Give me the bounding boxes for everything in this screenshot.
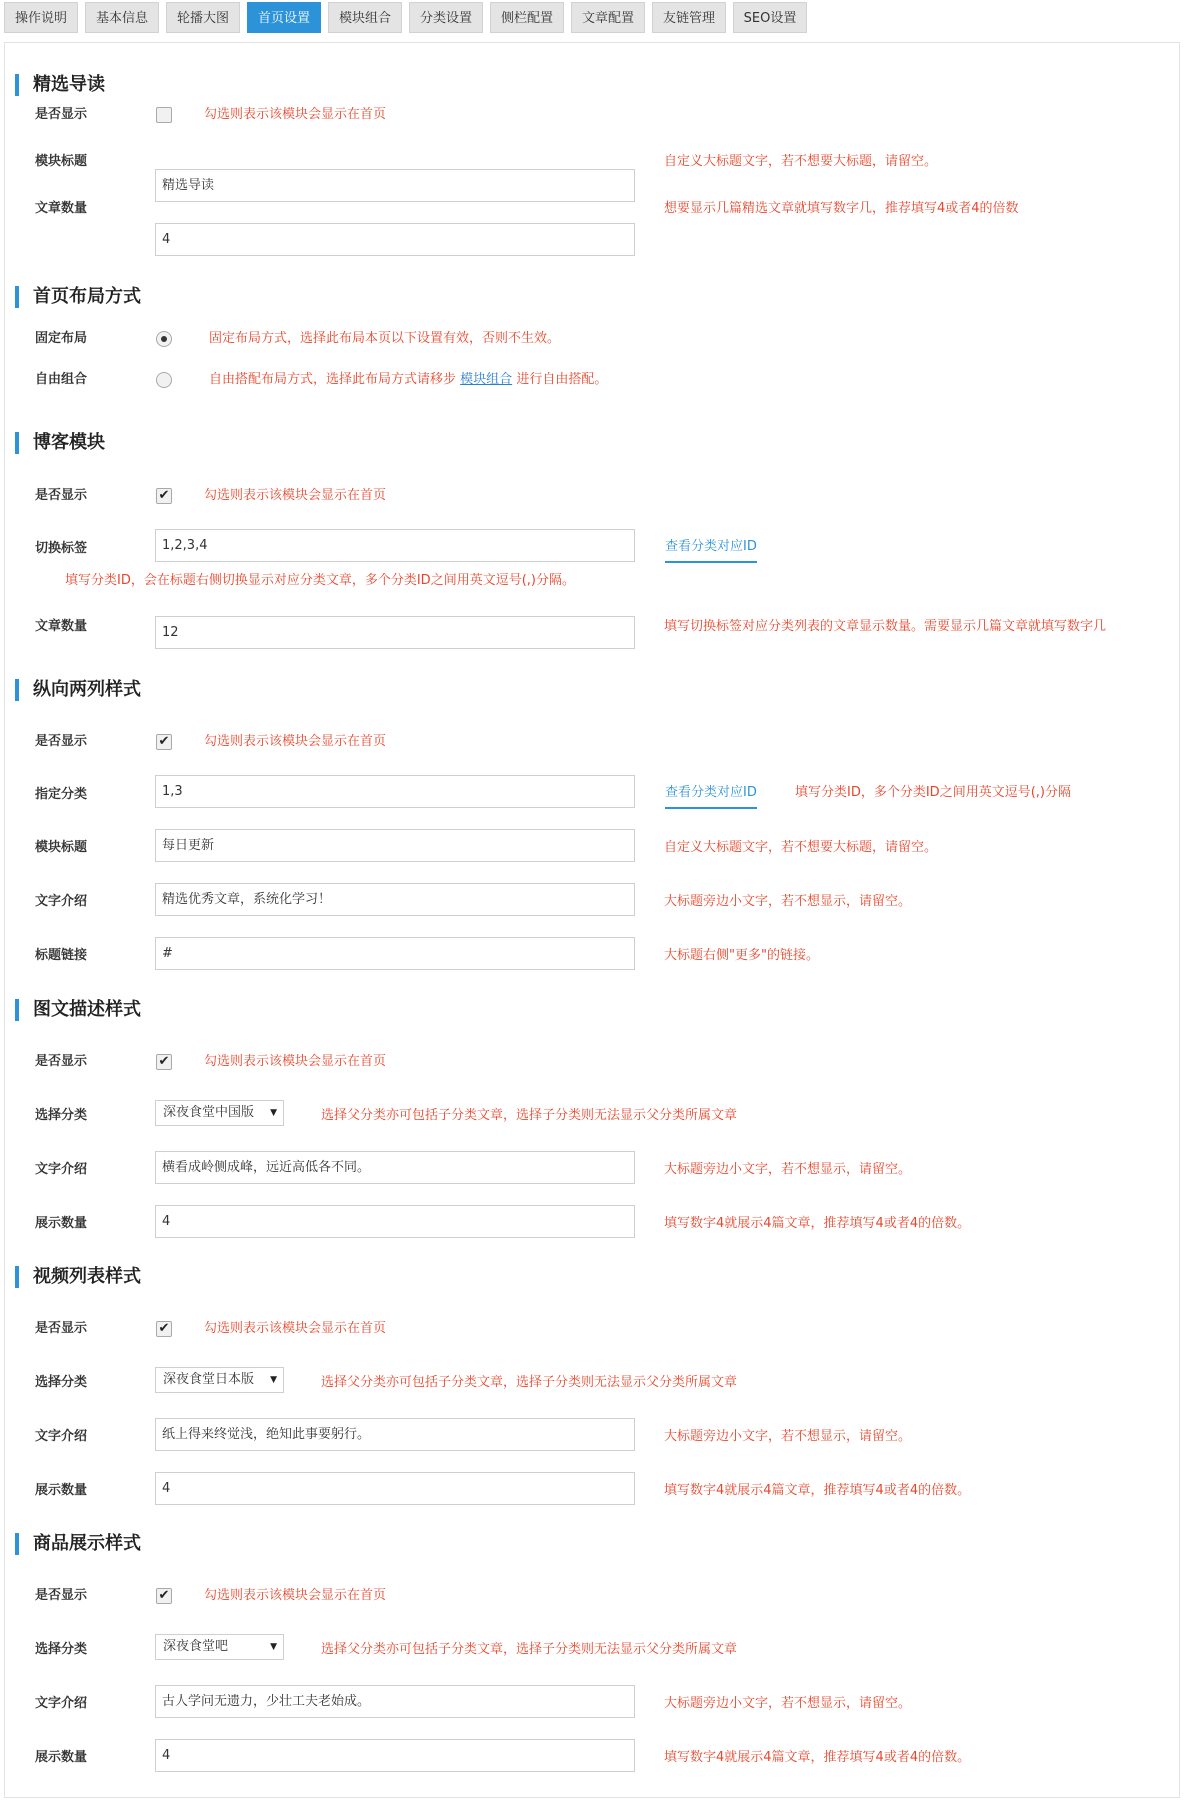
goods-show-checkbox[interactable]: ✔	[156, 1588, 172, 1604]
blog-article-count-input[interactable]: 12	[155, 616, 635, 649]
image-text-category-hint: 选择父分类亦可包括子分类文章，选择子分类则无法显示父分类所属文章	[321, 1108, 738, 1123]
goods-category-hint: 选择父分类亦可包括子分类文章，选择子分类则无法显示父分类所属文章	[321, 1642, 738, 1657]
two-column-category-label: 指定分类	[35, 787, 88, 802]
blog-article-count-hint: 填写切换标签对应分类列表的文章显示数量。需要显示几篇文章就填写数字几	[664, 619, 1107, 634]
section-title-two-column: 纵向两列样式	[15, 679, 141, 701]
two-column-module-title-label: 模块标题	[35, 840, 88, 855]
two-column-category-input[interactable]: 1,3	[155, 775, 635, 808]
goods-intro-label: 文字介绍	[35, 1696, 88, 1711]
image-text-category-select[interactable]	[155, 1100, 284, 1126]
image-text-category-value: 深夜食堂中国版	[163, 1105, 255, 1120]
goods-show-hint: 勾选则表示该模块会显示在首页	[204, 1588, 387, 1603]
video-show-hint: 勾选则表示该模块会显示在首页	[204, 1321, 387, 1336]
tab-article-config[interactable]: 文章配置	[571, 2, 645, 33]
blog-show-label: 是否显示	[35, 488, 88, 503]
goods-count-input[interactable]: 4	[155, 1739, 635, 1772]
video-category-value: 深夜食堂日本版	[163, 1372, 255, 1387]
goods-intro-hint: 大标题旁边小文字，若不想显示，请留空。	[664, 1696, 912, 1711]
section-title-video: 视频列表样式	[15, 1266, 141, 1288]
layout-fixed-label: 固定布局	[35, 331, 88, 346]
video-count-label: 展示数量	[35, 1483, 88, 1498]
goods-intro-input[interactable]: 古人学问无遗力，少壮工夫老始成。	[155, 1685, 635, 1718]
blog-article-count-label: 文章数量	[35, 619, 88, 634]
image-text-show-label: 是否显示	[35, 1054, 88, 1069]
layout-fixed-hint: 固定布局方式，选择此布局本页以下设置有效，否则不生效。	[209, 331, 561, 346]
goods-count-label: 展示数量	[35, 1750, 88, 1765]
featured-show-label: 是否显示	[35, 107, 88, 122]
section-title-image-text: 图文描述样式	[15, 999, 141, 1021]
layout-free-hint-suffix: 进行自由搭配。	[516, 372, 608, 387]
settings-panel	[4, 42, 1180, 1798]
dropdown-arrow-icon: ▼	[270, 1375, 277, 1385]
section-title-featured: 精选导读	[15, 74, 105, 96]
image-text-intro-label: 文字介绍	[35, 1162, 88, 1177]
two-column-module-title-hint: 自定义大标题文字，若不想要大标题，请留空。	[664, 840, 938, 855]
video-count-input[interactable]: 4	[155, 1472, 635, 1505]
featured-article-count-hint: 想要显示几篇精选文章就填写数字几，推荐填写4或者4的倍数	[664, 201, 1019, 216]
video-count-hint: 填写数字4就展示4篇文章，推荐填写4或者4的倍数。	[664, 1483, 971, 1498]
two-column-view-category-id-link[interactable]: 查看分类对应ID	[665, 783, 757, 809]
dropdown-arrow-icon: ▼	[270, 1108, 277, 1118]
image-text-intro-hint: 大标题旁边小文字，若不想显示，请留空。	[664, 1162, 912, 1177]
image-text-intro-input[interactable]: 横看成岭侧成峰，远近高低各不同。	[155, 1151, 635, 1184]
featured-show-hint: 勾选则表示该模块会显示在首页	[204, 107, 387, 122]
two-column-intro-label: 文字介绍	[35, 894, 88, 909]
two-column-link-input[interactable]: #	[155, 937, 635, 970]
blog-show-hint: 勾选则表示该模块会显示在首页	[204, 488, 387, 503]
tab-seo-settings[interactable]: SEO设置	[733, 2, 807, 33]
tab-carousel[interactable]: 轮播大图	[166, 2, 240, 33]
module-combination-link[interactable]: 模块组合	[460, 372, 513, 387]
featured-article-count-input[interactable]: 4	[155, 223, 635, 256]
tab-homepage-settings[interactable]: 首页设置	[247, 2, 321, 33]
blog-view-category-id-link[interactable]: 查看分类对应ID	[665, 537, 757, 563]
two-column-intro-input[interactable]: 精选优秀文章，系统化学习！	[155, 883, 635, 916]
two-column-show-label: 是否显示	[35, 734, 88, 749]
video-category-label: 选择分类	[35, 1375, 88, 1390]
image-text-count-label: 展示数量	[35, 1216, 88, 1231]
goods-count-hint: 填写数字4就展示4篇文章，推荐填写4或者4的倍数。	[664, 1750, 971, 1765]
tab-instructions[interactable]: 操作说明	[4, 2, 78, 33]
two-column-intro-hint: 大标题旁边小文字，若不想显示，请留空。	[664, 894, 912, 909]
featured-article-count-label: 文章数量	[35, 201, 88, 216]
tab-module-combination[interactable]: 模块组合	[328, 2, 402, 33]
layout-free-label: 自由组合	[35, 372, 88, 387]
two-column-link-hint: 大标题右侧"更多"的链接。	[664, 948, 819, 963]
goods-category-value: 深夜食堂吧	[163, 1639, 229, 1654]
goods-show-label: 是否显示	[35, 1588, 88, 1603]
video-show-checkbox[interactable]: ✔	[156, 1321, 172, 1337]
tab-category-settings[interactable]: 分类设置	[409, 2, 483, 33]
section-title-goods: 商品展示样式	[15, 1533, 141, 1555]
blog-switch-label: 切换标签	[35, 541, 88, 556]
layout-free-radio[interactable]	[156, 372, 172, 388]
video-intro-hint: 大标题旁边小文字，若不想显示，请留空。	[664, 1429, 912, 1444]
two-column-category-hint: 填写分类ID，多个分类ID之间用英文逗号(,)分隔	[795, 785, 1071, 800]
featured-module-title-input[interactable]: 精选导读	[155, 169, 635, 202]
layout-fixed-radio[interactable]	[156, 331, 172, 347]
video-category-hint: 选择父分类亦可包括子分类文章，选择子分类则无法显示父分类所属文章	[321, 1375, 738, 1390]
image-text-show-hint: 勾选则表示该模块会显示在首页	[204, 1054, 387, 1069]
section-title-layout: 首页布局方式	[15, 286, 141, 308]
featured-module-title-label: 模块标题	[35, 154, 88, 169]
tab-basic-info[interactable]: 基本信息	[85, 2, 159, 33]
blog-switch-input[interactable]: 1,2,3,4	[155, 529, 635, 562]
two-column-module-title-input[interactable]: 每日更新	[155, 829, 635, 862]
blog-show-checkbox[interactable]: ✔	[156, 488, 172, 504]
blog-switch-hint: 填写分类ID，会在标题右侧切换显示对应分类文章，多个分类ID之间用英文逗号(,)分隔。	[65, 573, 575, 588]
two-column-show-hint: 勾选则表示该模块会显示在首页	[204, 734, 387, 749]
video-intro-input[interactable]: 纸上得来终觉浅，绝知此事要躬行。	[155, 1418, 635, 1451]
tab-friend-links[interactable]: 友链管理	[652, 2, 726, 33]
video-show-label: 是否显示	[35, 1321, 88, 1336]
image-text-count-hint: 填写数字4就展示4篇文章，推荐填写4或者4的倍数。	[664, 1216, 971, 1231]
goods-category-label: 选择分类	[35, 1642, 88, 1657]
goods-category-select[interactable]	[155, 1634, 284, 1660]
section-title-blog: 博客模块	[15, 432, 105, 454]
two-column-show-checkbox[interactable]: ✔	[156, 734, 172, 750]
dropdown-arrow-icon: ▼	[270, 1642, 277, 1652]
featured-module-title-hint: 自定义大标题文字，若不想要大标题，请留空。	[664, 154, 938, 169]
video-intro-label: 文字介绍	[35, 1429, 88, 1444]
tab-sidebar-config[interactable]: 侧栏配置	[490, 2, 564, 33]
video-category-select[interactable]	[155, 1367, 284, 1393]
image-text-count-input[interactable]: 4	[155, 1205, 635, 1238]
image-text-show-checkbox[interactable]: ✔	[156, 1054, 172, 1070]
layout-free-hint	[209, 370, 607, 390]
two-column-link-label: 标题链接	[35, 948, 88, 963]
image-text-category-label: 选择分类	[35, 1108, 88, 1123]
layout-free-hint-text: 自由搭配布局方式，选择此布局方式请移步	[209, 372, 457, 387]
featured-show-checkbox[interactable]	[156, 107, 172, 123]
